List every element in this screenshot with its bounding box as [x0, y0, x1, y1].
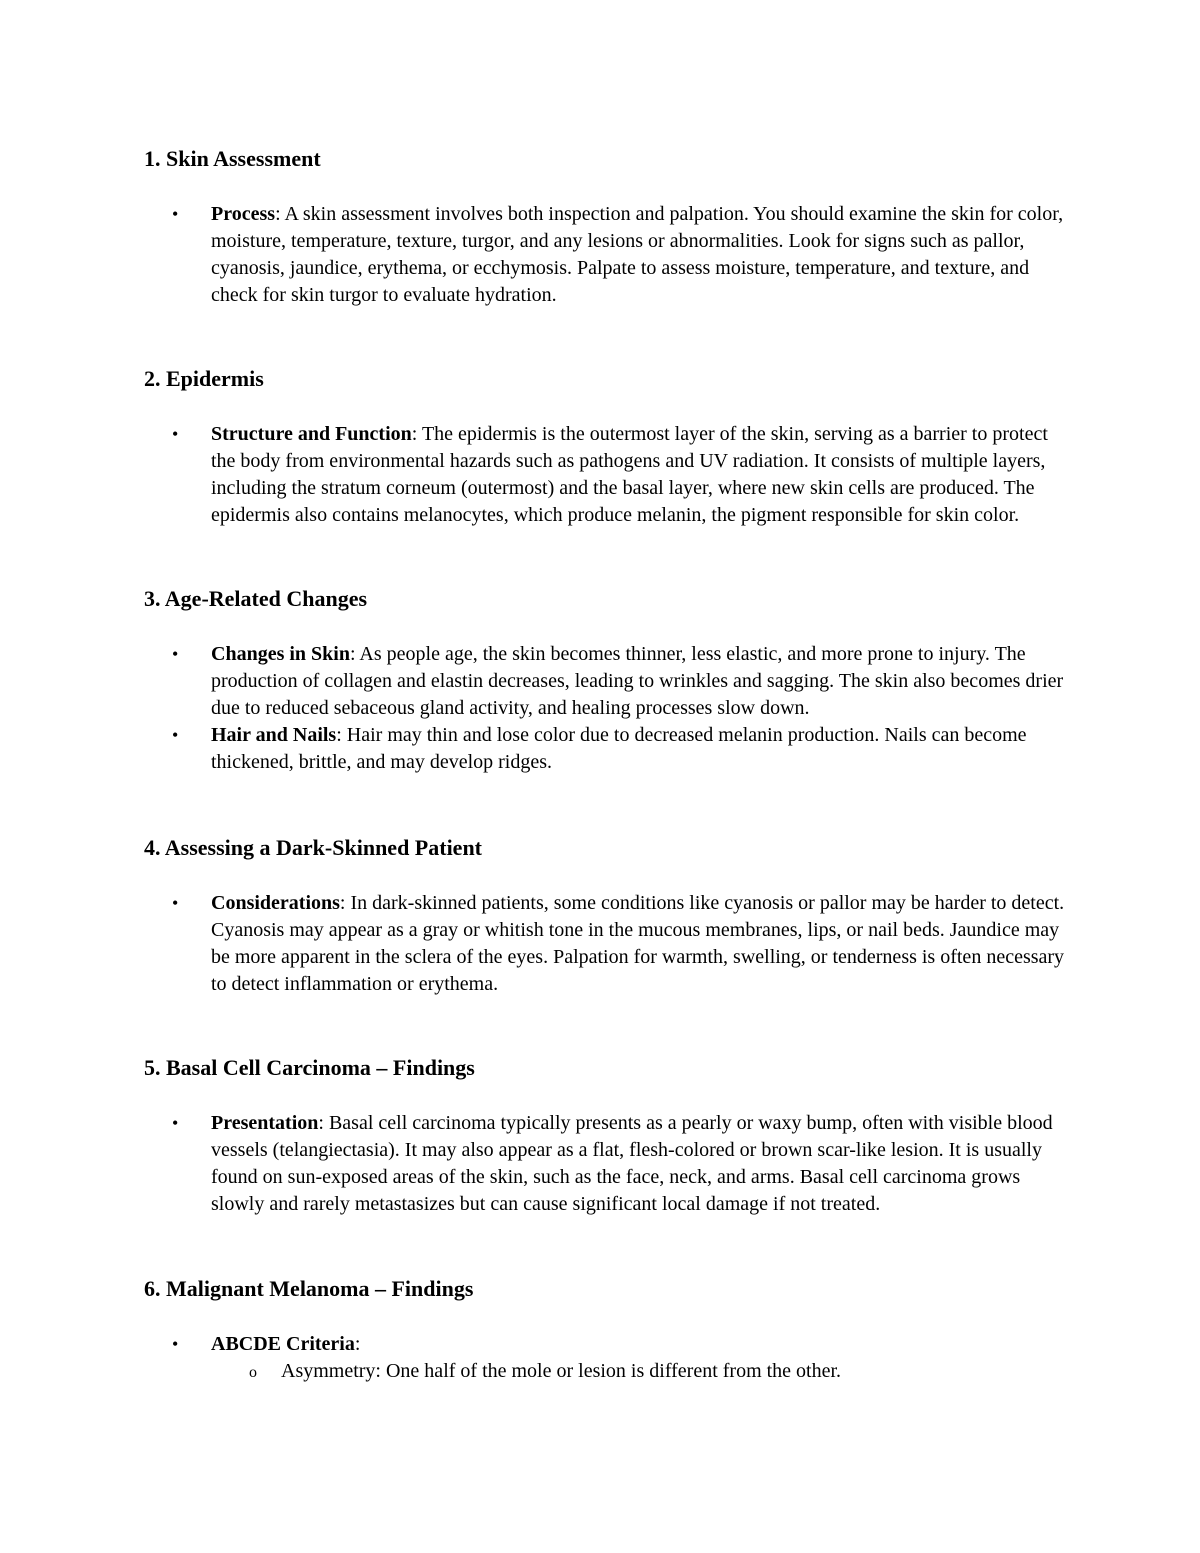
- bullet-list: [144, 890, 1074, 998]
- section-age-related-changes: [144, 585, 1074, 773]
- bullet-term: Structure and Function: [211, 423, 412, 445]
- list-item: [144, 1331, 1074, 1385]
- bullet-text: : As people age, the skin becomes thinner, less elastic, and more prone to injury. The production of collagen and elastin decreases, leading to wrinkles and sagging. The skin also becomes drier due to reduced sebaceous gland activity, and healing processes slow down.: [211, 643, 1064, 719]
- bullet-term: ABCDE Criteria: [211, 1333, 355, 1355]
- bullet-term: Considerations: [211, 892, 340, 914]
- list-item: [144, 641, 1074, 722]
- section-malignant-melanoma: [144, 1275, 1074, 1382]
- sub-bullet-list: [211, 1358, 1074, 1385]
- bullet-text: : Hair may thin and lose color due to decreased melanin production. Nails can become thickened, brittle, and may develop ridges.: [211, 724, 1027, 773]
- list-item: [144, 201, 1074, 309]
- bullet-icon: •: [172, 893, 179, 913]
- bullet-icon: •: [172, 725, 179, 745]
- section-basal-cell-carcinoma: [144, 1054, 1074, 1215]
- bullet-term: Changes in Skin: [211, 643, 350, 665]
- bullet-text: : Basal cell carcinoma typically presents as a pearly or waxy bump, often with visible blood vessels (telangiectasia). It may also appear as a flat, flesh-colored or brown scar-like lesion. It is usually found on sun-exposed areas of the skin, such as the face, neck, and arms. Basal cell carcinoma grows slowly and rarely metastasizes but can cause significant local damage if not treated.: [211, 1112, 1053, 1215]
- bullet-icon: •: [172, 424, 179, 444]
- bullet-text: : A skin assessment involves both inspection and palpation. You should examine the skin for color, moisture, temperature, texture, turgor, and any lesions or abnormalities. Look for signs such as pallor, cyanosis, jaundice, erythema, or ecchymosis. Palpate to assess moisture, temperature, and texture, and check for skin turgor to evaluate hydration.: [211, 203, 1064, 306]
- section-heading: 6. Malignant Melanoma – Findings: [144, 1276, 474, 1301]
- bullet-icon: •: [172, 1113, 179, 1133]
- section-heading: 5. Basal Cell Carcinoma – Findings: [144, 1055, 475, 1080]
- section-epidermis: [144, 365, 1074, 526]
- sub-list-item: [211, 1358, 1074, 1385]
- section-skin-assessment: [144, 145, 1074, 306]
- section-heading: 1. Skin Assessment: [144, 146, 321, 171]
- bullet-term: Presentation: [211, 1112, 319, 1134]
- section-heading: 3. Age-Related Changes: [144, 586, 368, 611]
- bullet-list: [144, 641, 1074, 776]
- bullet-text: :: [354, 1333, 361, 1355]
- circle-bullet-icon: o: [249, 1364, 257, 1381]
- section-heading: 4. Assessing a Dark-Skinned Patient: [144, 835, 483, 860]
- bullet-text: : In dark-skinned patients, some conditions like cyanosis or pallor may be harder to detect. Cyanosis may appear as a gray or whitish tone in the mucous membranes, lips, or nail beds. Jaundice may be more apparent in the sclera of the eyes. Palpation for warmth, swelling, or tenderness is often necessary to detect inflammation or erythema.: [211, 892, 1065, 995]
- list-item: [144, 1110, 1074, 1218]
- bullet-text: : The epidermis is the outermost layer of the skin, serving as a barrier to protect the body from environmental hazards such as pathogens and UV radiation. It consists of multiple layers, including the stratum corneum (outermost) and the basal layer, where new skin cells are produced. The epidermis also contains melanocytes, which produce melanin, the pigment responsible for skin color.: [211, 423, 1048, 526]
- list-item: [144, 890, 1074, 998]
- bullet-list: [144, 1331, 1074, 1385]
- bullet-list: [144, 1110, 1074, 1218]
- bullet-term: Process: [211, 203, 276, 225]
- sub-bullet-text: Asymmetry: One half of the mole or lesion is different from the other.: [281, 1360, 842, 1382]
- bullet-icon: •: [172, 644, 179, 664]
- bullet-term: Hair and Nails: [211, 724, 337, 746]
- bullet-icon: •: [172, 1334, 179, 1354]
- bullet-icon: •: [172, 204, 179, 224]
- list-item: [144, 722, 1074, 776]
- section-heading: 2. Epidermis: [144, 366, 264, 391]
- bullet-list: [144, 201, 1074, 309]
- bullet-list: [144, 421, 1074, 529]
- list-item: [144, 421, 1074, 529]
- section-dark-skinned-patient: [144, 834, 1074, 995]
